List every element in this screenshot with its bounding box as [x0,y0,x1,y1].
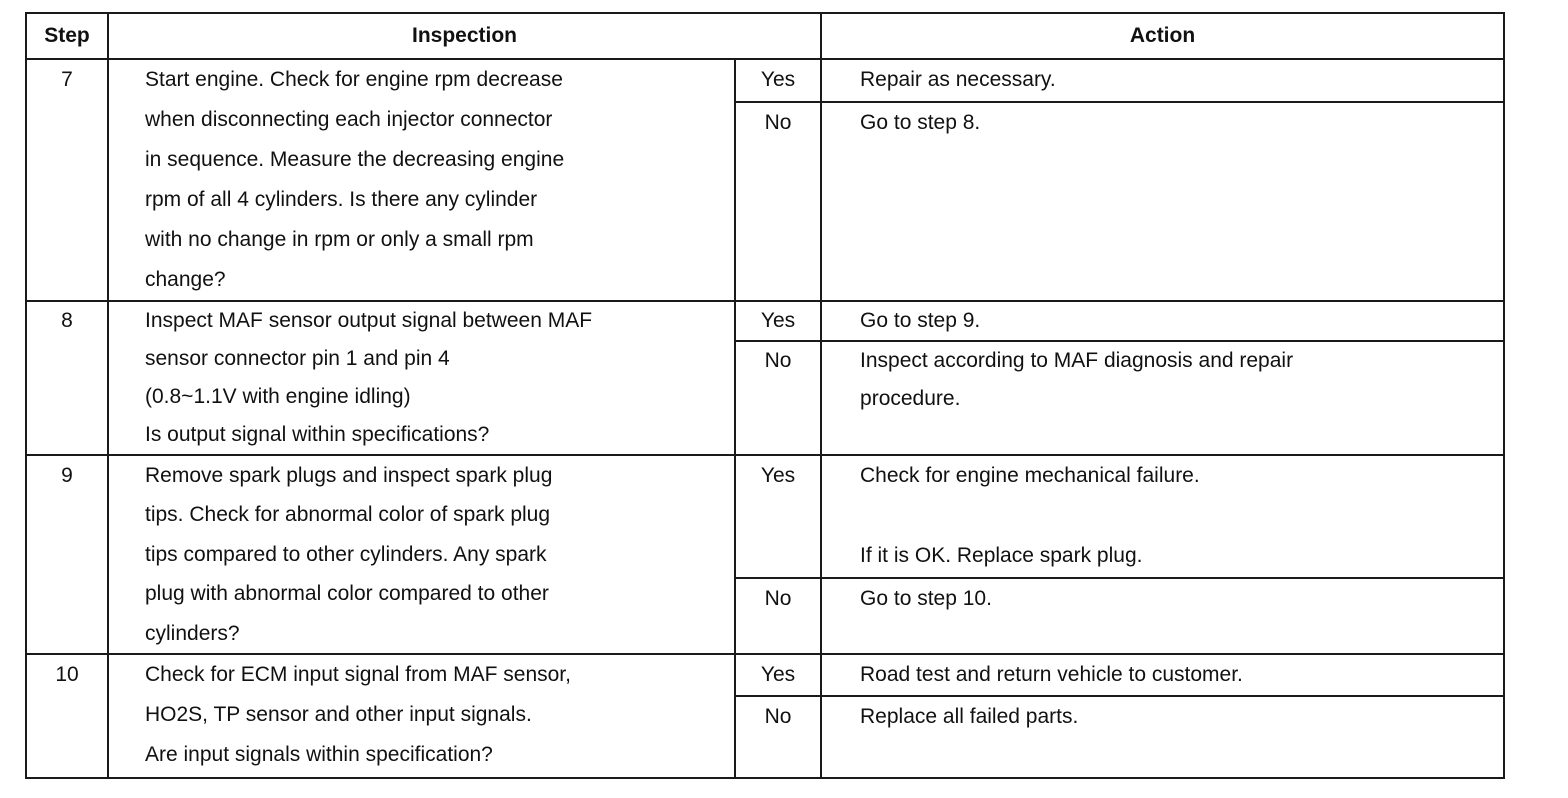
no-action: Go to step 10. [821,578,1504,654]
diagnostic-table [25,12,1505,779]
step-number: 10 [26,654,108,778]
inspection-text: Remove spark plugs and inspect spark plug tips. Check for abnormal color of spark plug tips compared to other cylinders. Any spark plug with abnormal color compared to other cylinders? [108,455,735,654]
inspection-header: Inspection [108,13,821,59]
no-label: No [735,341,821,455]
yes-action: Road test and return vehicle to customer. [821,654,1504,696]
inspection-text: Inspect MAF sensor output signal between MAF sensor connector pin 1 and pin 4 (0.8~1.1V with engine idling) Is output signal within specifications? [108,301,735,455]
inspection-text: Check for ECM input signal from MAF sensor, HO2S, TP sensor and other input signals. Are input signals within specification? [108,654,735,778]
no-label: No [735,578,821,654]
step-number: 9 [26,455,108,654]
yes-action: Check for engine mechanical failure. If it is OK. Replace spark plug. [821,455,1504,578]
yes-action: Repair as necessary. [821,59,1504,102]
yes-label: Yes [735,455,821,578]
table-row [26,654,1504,696]
step-header: Step [26,13,108,59]
no-label: No [735,102,821,301]
yes-label: Yes [735,59,821,102]
inspection-text: Start engine. Check for engine rpm decrease when disconnecting each injector connector in sequence. Measure the decreasing engine rpm of all 4 cylinders. Is there any cylinder with no change in rpm or only a small rpm change? [108,59,735,301]
table-header-row [26,13,1504,59]
step-number: 7 [26,59,108,301]
step-number: 8 [26,301,108,455]
no-label: No [735,696,821,778]
yes-label: Yes [735,301,821,341]
table-row [26,301,1504,341]
yes-label: Yes [735,654,821,696]
table-row [26,59,1504,102]
table-row [26,455,1504,578]
action-header: Action [821,13,1504,59]
no-action: Go to step 8. [821,102,1504,301]
no-action: Inspect according to MAF diagnosis and repair procedure. [821,341,1504,455]
no-action: Replace all failed parts. [821,696,1504,778]
yes-action: Go to step 9. [821,301,1504,341]
